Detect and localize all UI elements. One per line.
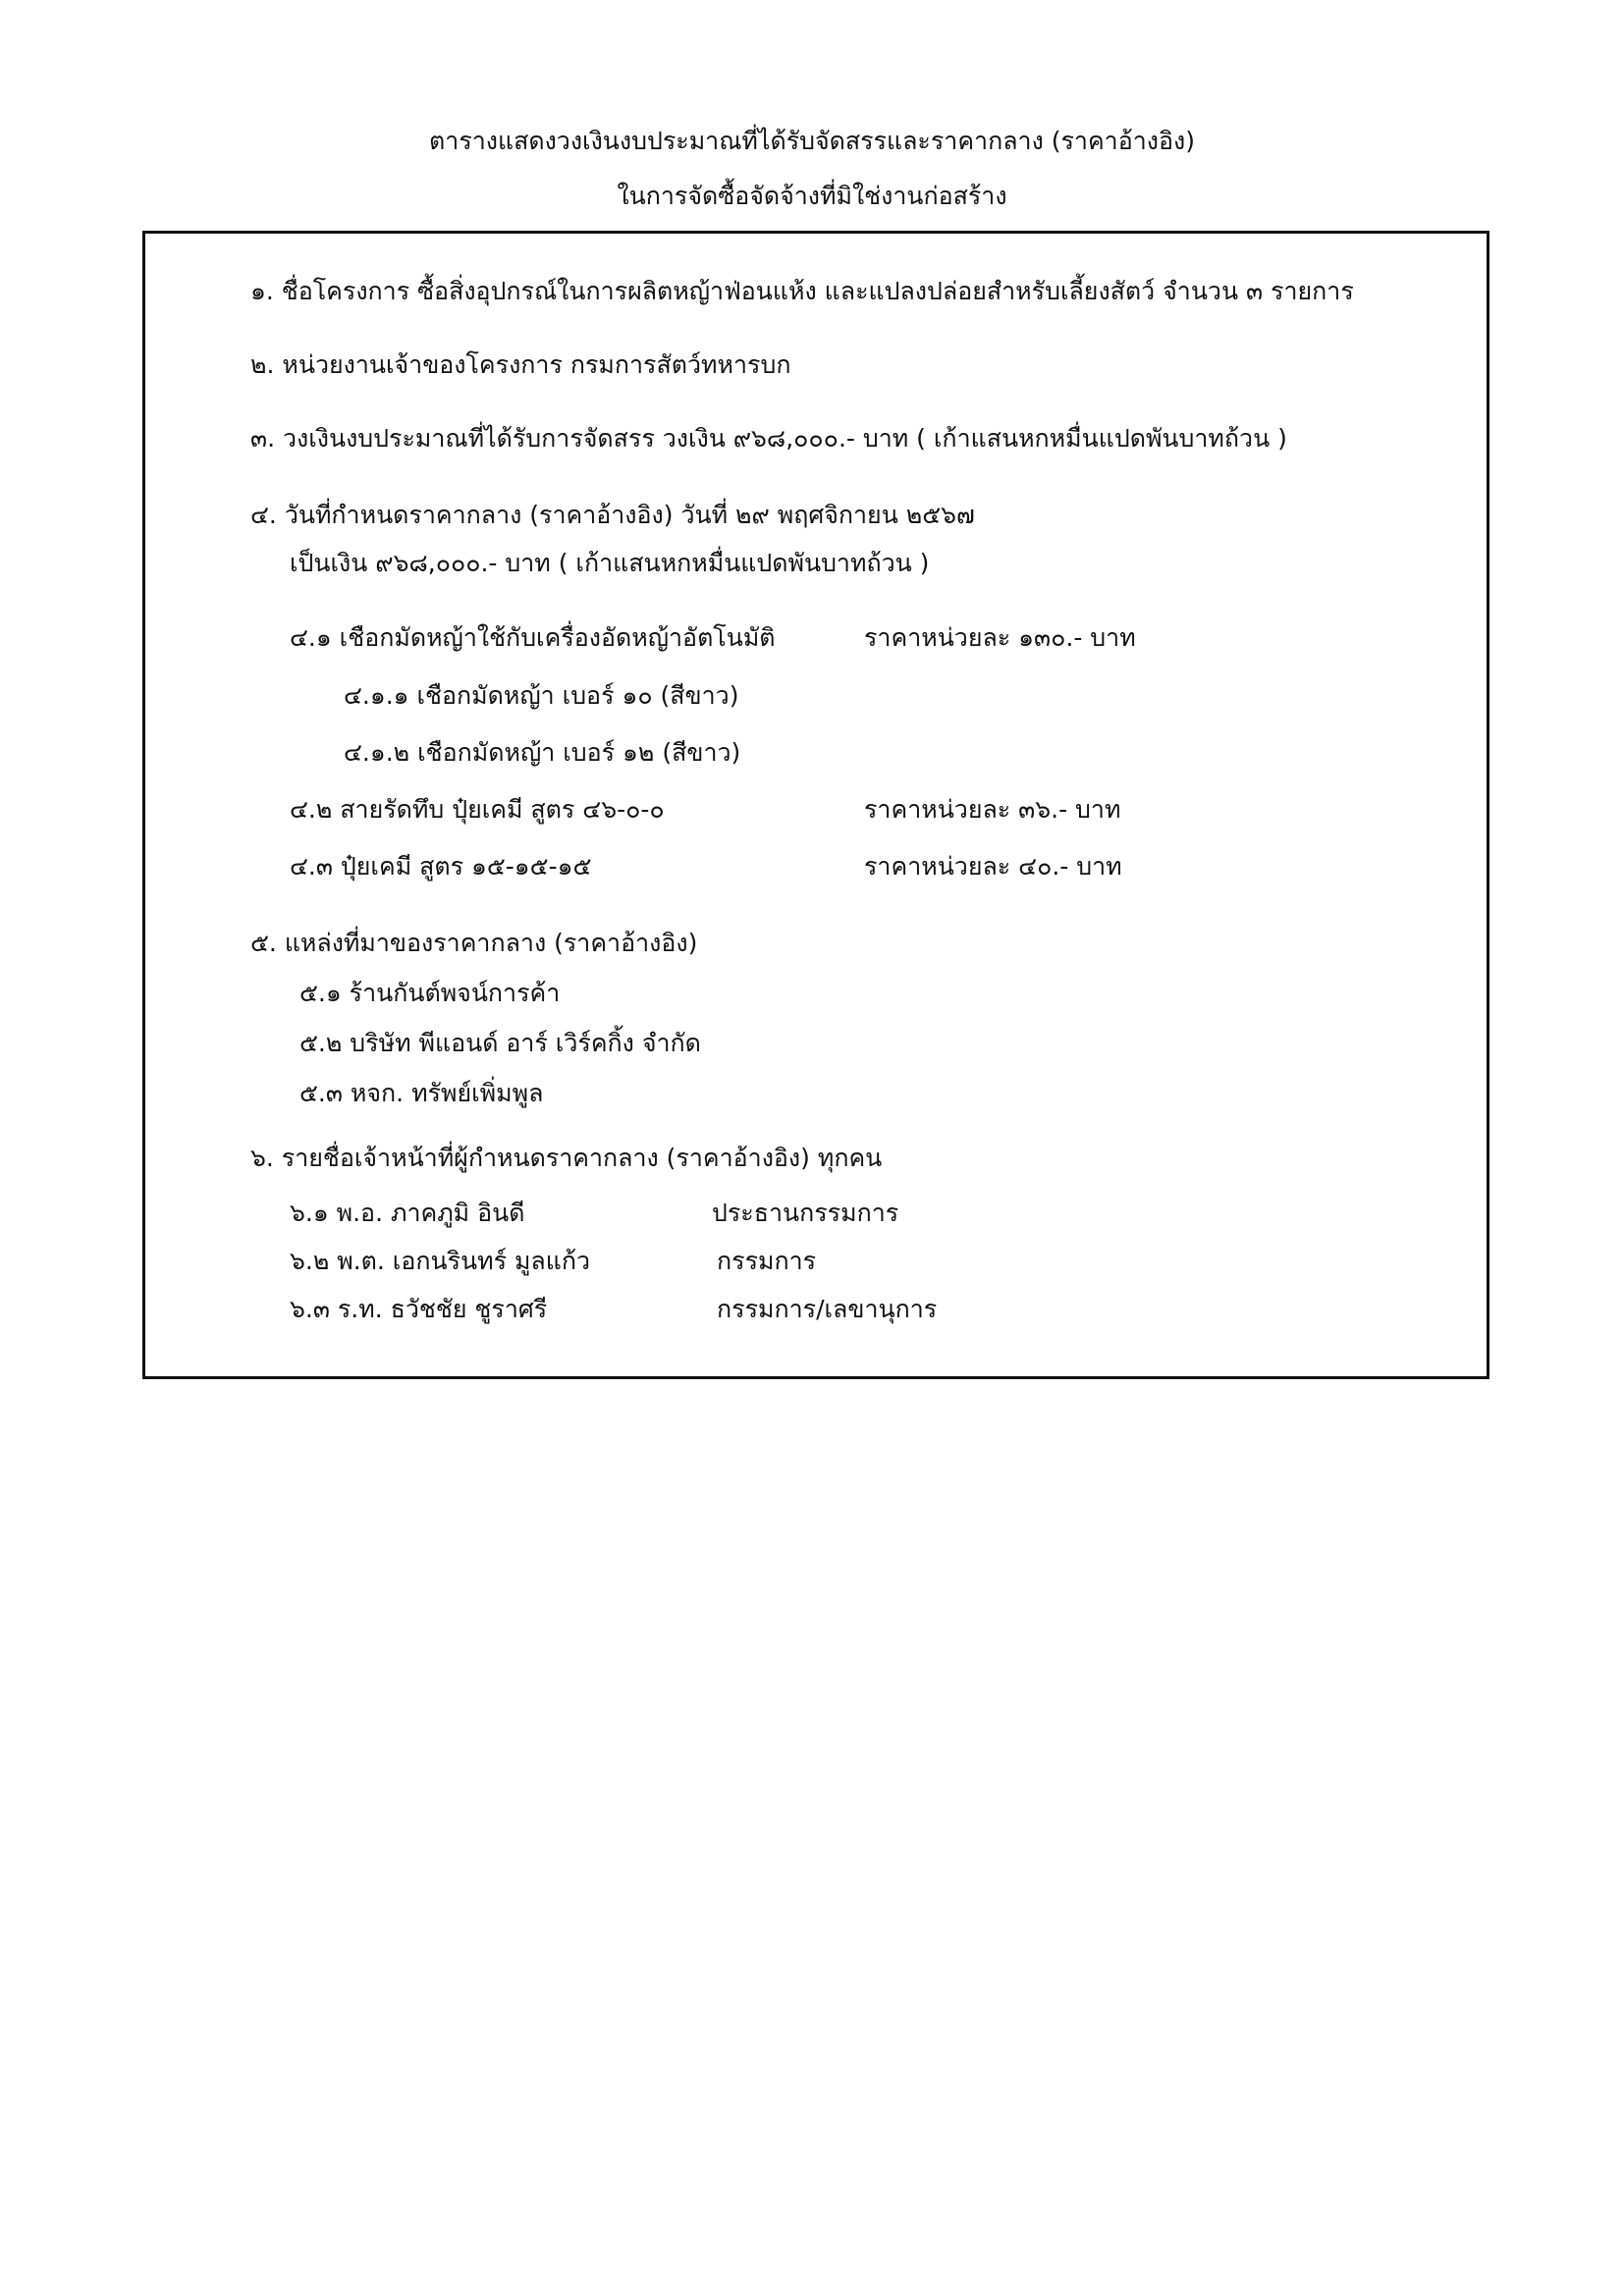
officer-6-3-role: กรรมการ/เลขานุการ (717, 1295, 938, 1323)
section-6-officers: ๖. รายชื่อเจ้าหน้าที่ผู้กำหนดราคากลาง (ราคาอ้างอิง) ทุกคน (250, 1144, 883, 1172)
section-4-amount: เป็นเงิน ๙๖๘,๐๐๐.- บาท ( เก้าแสนหกหมื่นแปดพันบาทถ้วน ) (290, 549, 930, 577)
title-line-2: ในการจัดซื้อจัดจ้างที่มิใช่งานก่อสร้าง (617, 182, 1007, 210)
section-4-date: ๔. วันที่กำหนดราคากลาง (ราคาอ้างอิง) วันที่ ๒๙ พฤศจิกายน ๒๕๖๗ (250, 501, 975, 529)
item-4-2-label: ๔.๒ สายรัดทึบ ปุ๋ยเคมี สูตร ๔๖-๐-๐ (290, 795, 665, 824)
section-2-owner-unit: ๒. หน่วยงานเจ้าของโครงการ กรมการสัตว์ทหารบก (250, 350, 791, 379)
item-4-2-price: ราคาหน่วยละ ๓๖.- บาท (864, 795, 1121, 824)
item-4-1-1-label: ๔.๑.๑ เชือกมัดหญ้า เบอร์ ๑๐ (สีขาว) (344, 681, 739, 710)
item-4-1-label: ๔.๑ เชือกมัดหญ้าใช้กับเครื่องอัดหญ้าอัตโนมัติ (290, 623, 776, 652)
officer-6-3-name: ๖.๓ ร.ท. ธวัชชัย ชูราศรี (290, 1295, 548, 1323)
source-5-2: ๕.๒ บริษัท พีแอนด์ อาร์ เวิร์คกิ้ง จำกัด (299, 1029, 701, 1057)
officer-6-1-role: ประธานกรรมการ (712, 1199, 899, 1227)
title-line-1: ตารางแสดงวงเงินงบประมาณที่ได้รับจัดสรรและราคากลาง (ราคาอ้างอิง) (429, 127, 1195, 155)
item-4-3-price: ราคาหน่วยละ ๔๐.- บาท (864, 852, 1122, 881)
item-4-1-2-label: ๔.๑.๒ เชือกมัดหญ้า เบอร์ ๑๒ (สีขาว) (344, 738, 741, 767)
item-4-1-price: ราคาหน่วยละ ๑๓๐.- บาท (864, 623, 1136, 652)
officer-6-1-name: ๖.๑ พ.อ. ภาคภูมิ อินดี (290, 1199, 525, 1227)
source-5-1: ๕.๑ ร้านกันต์พจน์การค้า (299, 979, 561, 1007)
section-3-budget: ๓. วงเงินงบประมาณที่ได้รับการจัดสรร วงเงิน ๙๖๘,๐๐๐.- บาท ( เก้าแสนหกหมื่นแปดพันบาทถ้วน ) (250, 424, 1287, 453)
source-5-3: ๕.๓ หจก. ทรัพย์เพิ่มพูล (299, 1079, 544, 1107)
section-5-sources: ๕. แหล่งที่มาของราคากลาง (ราคาอ้างอิง) (250, 929, 698, 957)
officer-6-2-name: ๖.๒ พ.ต. เอกนรินทร์ มูลแก้ว (290, 1247, 591, 1275)
section-1-project-name: ๑. ชื่อโครงการ ซื้อสิ่งอุปกรณ์ในการผลิตหญ้าฟ่อนแห้ง และแปลงปล่อยสำหรับเลี้ยงสัตว์ จำนวน ๓ รายการ (250, 277, 1354, 305)
officer-6-2-role: กรรมการ (717, 1247, 817, 1275)
item-4-3-label: ๔.๓ ปุ๋ยเคมี สูตร ๑๕-๑๕-๑๕ (290, 852, 592, 881)
